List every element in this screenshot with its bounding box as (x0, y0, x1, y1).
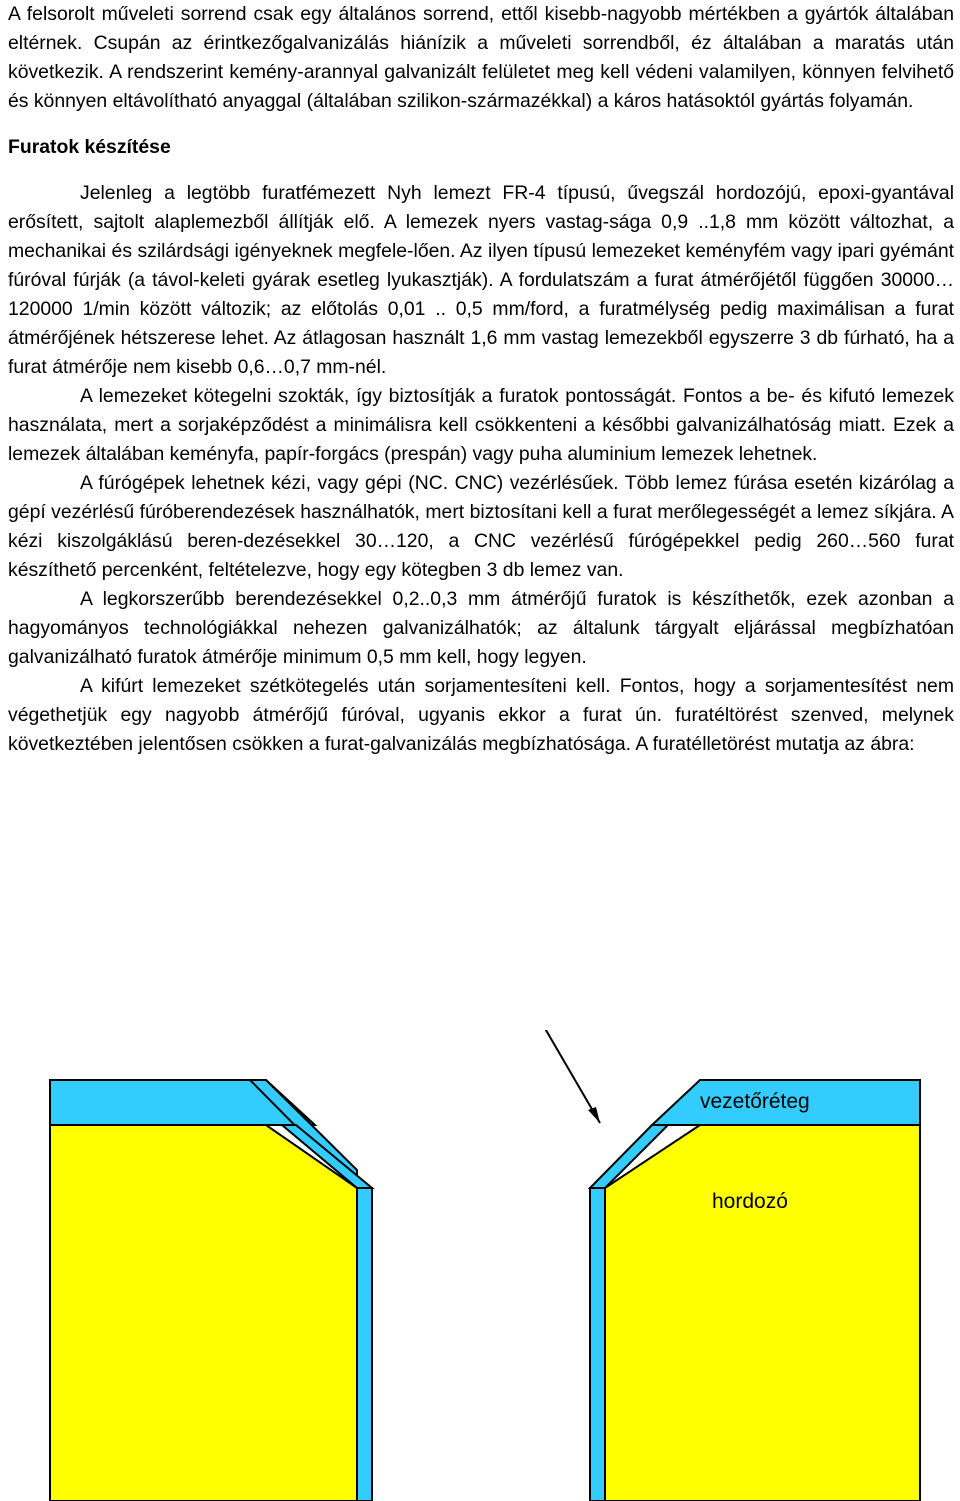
paragraph-drilling-machines: A fúrógépek lehetnek kézi, vagy gépi (NC. CNC) vezérlésűek. Több lemez fúrása esetén kizárólag a gépí vezérlésű fúróberendezések használhatók, mert biztosítani kell a furat merőlegességét a lemez síkjára. A kézi kiszolgáklású beren-dezésekkel 30…120, a CNC vezérlésű fúrógépekkel pedig 260…560 furat készíthető percenként, feltételezve, hogy egy kötegben 3 db lemez van. (8, 472, 954, 581)
paragraph-small-holes: A legkorszerűbb berendezésekkel 0,2..0,3 mm átmérőjű furatok is készíthetők, ezek azonban a hagyományos technológiákkal nehezen galvanizálhatók; az általunk tárgyalt eljárással megbízhatóan galvanizálható furatok átmérője minimum 0,5 mm kell, hogy legyen. (8, 588, 954, 668)
substrate-area-right (605, 1125, 920, 1501)
section-heading: Furatok készítése (8, 136, 171, 158)
label-conductive-layer: vezetőréteg (700, 1090, 810, 1113)
label-substrate: hordozó (712, 1190, 788, 1213)
paragraph-drilling-materials: Jelenleg a legtöbb furatfémezett Nyh lemezt FR-4 típusú, űvegszál hordozójú, epoxi-gyantával erősített, sajtolt alaplemezből állítják elő. A lemezek nyers vastag-sága 0,9 ..1,8 mm között változhat, a mechanikai és szilárdsági igényeknek megfele-lően. Az ilyen típusú lemezeket keményfém vagy ipari gyémánt fúróval fúrják (a távol-keleti gyárak esetleg lyukasztják). A fordulatszám a furat átmérőjétől függően 30000…120000 1/min között változik; az előtolás 0,01 .. 0,5 mm/ford, a furatmélység pedig maximálisan a furat átmérőjének hétszerese lehet. Az átlagosan használt 1,6 mm vastag lemezekből egyszerre 3 db fúrható, ha a furat átmérője nem kisebb 0,6…0,7 mm-nél. (8, 182, 954, 378)
hole-wall-plating-left (357, 1188, 372, 1501)
hole-wall-plating-right (590, 1188, 605, 1501)
intro-paragraph: A felsorolt műveleti sorrend csak egy általános sorrend, ettől kisebb-nagyobb mértékben a gyártók általában eltérnek. Csupán az érintkezőgalvanizálás hiánízik a műveleti sorrendből, éz általában a maratás után következik. A rendszerint kemény-arannyal galvanizált felületet meg kell védeni valamilyen, könnyen felvihető és könnyen eltávolítható anyaggal (általában szilikon-származékkal) a káros hatásoktól gyártás folyamán. (8, 3, 954, 112)
paragraph-deburring: A kifúrt lemezeket szétkötegelés után sorjamentesíteni kell. Fontos, hogy a sorjamentesítést nem végethetjük egy nagyobb átmérőjű fúróval, ugyanis ekkor a furat ún. furatéltörést szenved, melynek következtében jelentősen csökken a furat-galvanizálás megbízhatósága. A furatélletörést mutatja az ábra: (8, 675, 954, 755)
substrate-area (50, 1125, 357, 1501)
text-column (8, 0, 954, 759)
paragraph-stacking: A lemezeket kötegelni szokták, így biztosítják a furatok pontosságát. Fontos a be- és kifutó lemezek használata, mert a sorjaképződést a minimálisra kell csökkenteni a későbbi galvanizálhatóság miatt. Ezek a lemezek általában keményfa, papír-forgács (prespán) vagy puha aluminium lemezek lehetnek. (8, 385, 954, 465)
hole-chamfer-figure (0, 1030, 960, 1501)
